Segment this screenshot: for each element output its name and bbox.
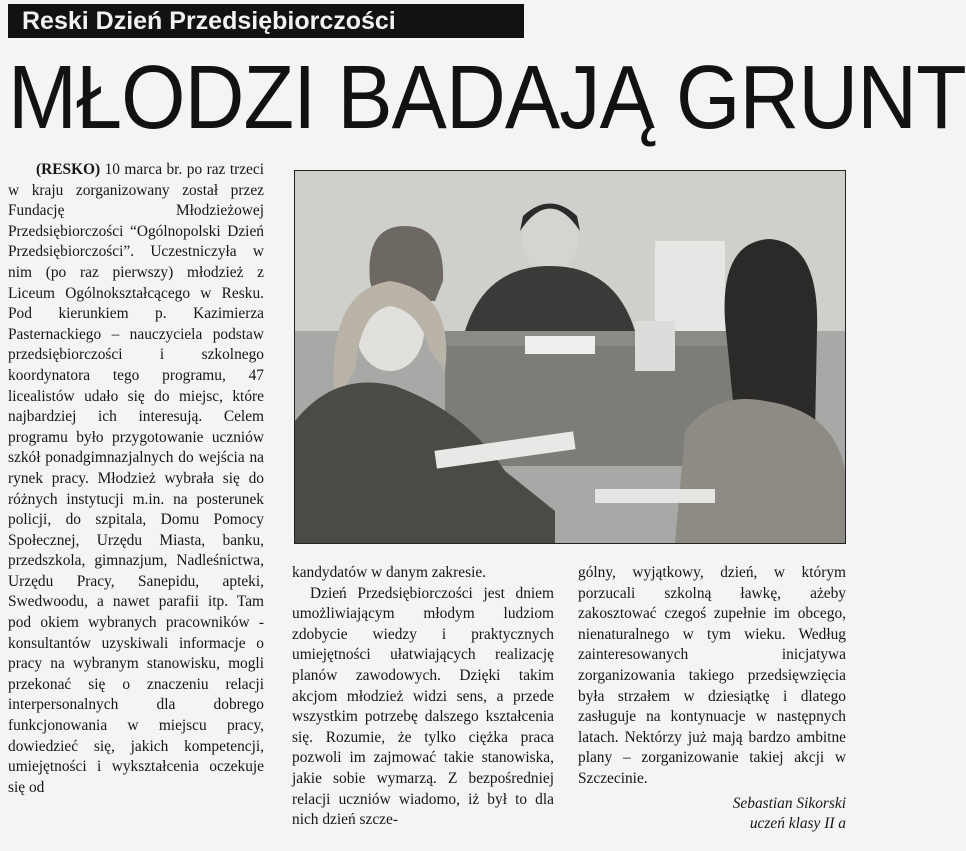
article-text-col3: gólny, wyjątkowy, dzień, w którym porzucali szkolną ławkę, ażeby zakosztować czegoś zupełnie im obcego, nienaturalnego w tym wieku. Według zainteresowanych inicjatywa zorganizowania takiego przedsięwzięcia była strzałem w dziesiątkę i dlatego zasługuje na kontynuacje w następnych latach. Nektórzy już mają bardzo ambitne plany – zorganizowanie takiej akcji w Szczecinie. <box>578 564 846 787</box>
headline: MŁODZI BADAJĄ GRUNT <box>8 48 966 148</box>
article-lead: (RESKO) <box>36 161 101 178</box>
article-photo <box>294 170 846 544</box>
section-kicker: Reski Dzień Przedsiębiorczości <box>8 4 524 38</box>
article-column-2 <box>292 563 554 851</box>
article-paragraph-1 <box>8 160 264 798</box>
article-text-col2-continuation: kandydatów w danym zakresie. <box>292 564 487 581</box>
article-column-1 <box>8 160 264 850</box>
author-signature <box>578 794 846 835</box>
photo-students-and-officer-icon <box>295 171 845 543</box>
article-paragraph-2: Dzień Przedsiębiorczości jest dniem umożliwiającym młodym ludziom zdobycie wiedzy i praktycznych umiejętności ułatwiających realizację planów zawodowych. Dzięki takim akcjom młodzież widzi sens, a przede wszystkim potrzebę dalszego kształcenia się. Rozumie, że tylko ciężka praca pozwoli im zajmować takie stanowiska, jakie sobie wymarzą. Z bezpośredniej relacji uczniów wiadomo, iż był to dla nich dzień szcze- <box>292 584 554 829</box>
article-text-col1: 10 marca br. po raz trzeci w kraju zorganizowany został przez Fundację Młodzieżowej Przedsiębiorczości “Ogólnopolski Dzień Przedsiębiorczości”. Uczestniczyła w nim (po raz pierwszy) młodzież z Liceum Ogólnokształcącego w Resku. Pod kierunkiem p. Kazimierza Pasternackiego – nauczyciela podstaw przedsiębiorczości i szkolnego koordynatora tego programu, 47 licealistów udało się do miejsc, które najbardziej ich interesują. Celem programu było przygotowanie uczniów szkół ponadgimnazjalnych do wejścia na rynek pracy. Młodzież wybrała się do różnych instytucji m.in. na posterunek policji, do szpitala, Domu Pomocy Społecznej, Urzędu Miasta, banku, przedszkola, gimnazjum, Nadleśnictwa, Urzędu Pracy, Sanepidu, apteki, Swedwoodu, a nawet parafii itp. Tam pod okiem wybranych pracowników - konsultantów uzyskiwali informacje o pracy na wybranym stanowisku, mogli przekonać się o znaczeniu relacji interpersonalnych dla dobrego funkcjonowania w miejscu pracy, dowiedzieć się, jakich kompetencji, umiejętności i wykształcenia oczekuje się od <box>8 161 264 796</box>
author-name: Sebastian Sikorski <box>732 794 846 812</box>
article-column-3 <box>578 563 846 851</box>
author-role: uczeń klasy II a <box>749 815 846 833</box>
